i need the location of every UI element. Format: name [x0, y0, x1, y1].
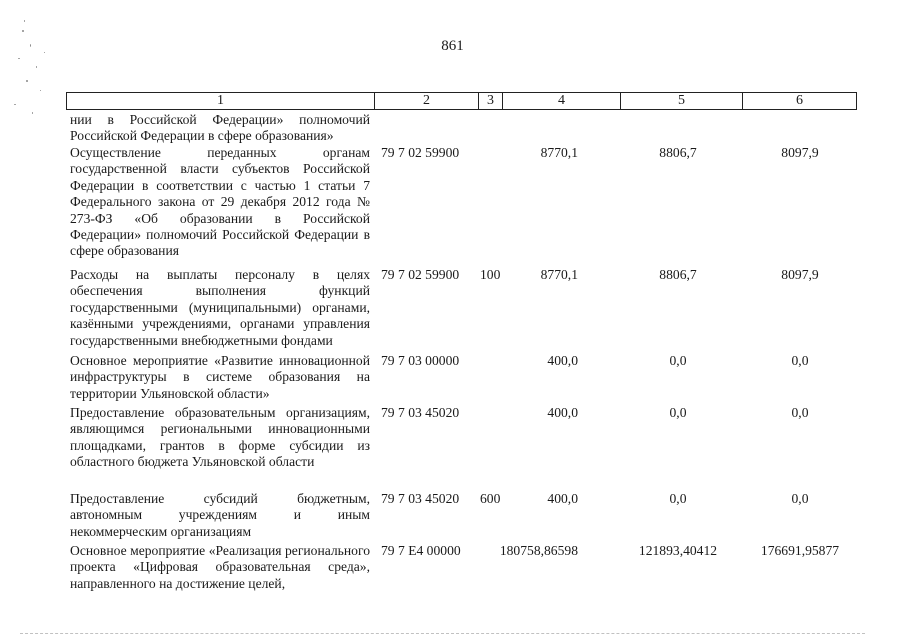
row-description: нии в Российской Федерации» полномочий Российской Федерации в сфере образования»: [70, 112, 370, 144]
row-description: Предоставление образовательным организациям, являющимся региональными инновационными площадками, грантов в форме субсидии из областного бюджета Ульяновской области: [70, 405, 370, 470]
row-value-col4: 8770,1: [540, 267, 578, 282]
row-value-col4: 400,0: [547, 405, 578, 420]
bottom-scan-edge: [20, 633, 865, 634]
row-value-col4: 400,0: [547, 491, 578, 506]
column-header-3: 3: [479, 93, 503, 110]
table-row: [70, 145, 860, 267]
page-number: 861: [441, 38, 464, 54]
column-header-4: 4: [503, 93, 621, 110]
row-code: 79 7 E4 00000: [381, 543, 461, 558]
row-description: Расходы на выплаты персоналу в целях обеспечения выполнения функций государственными (муниципальными) органами, казёнными учреждениями, органами управления государственными внебюджетными фондами: [70, 267, 370, 348]
row-value-col5: 0,0: [669, 491, 687, 506]
row-value-col5: 0,0: [669, 405, 687, 420]
row-code: 79 7 03 45020: [381, 405, 460, 420]
table-row: [70, 543, 860, 595]
row-value-col6: 8097,9: [781, 267, 819, 282]
row-description: Основное мероприятие «Реализация регионального проекта «Цифровая образовательная среда», направленного на достижение целей,: [70, 543, 370, 591]
row-value-col6: 0,0: [791, 405, 809, 420]
column-header-row: [67, 93, 857, 110]
row-description: Осуществление переданных органам государственной власти субъектов Российской Федерации в соответствии с частью 1 статьи 7 Федерального закона от 29 декабря 2012 года № 273-ФЗ «Об образовании в Российской Федерации» полномочий Российской Федерации в сфере образования: [70, 145, 370, 259]
row-value-col5: 121893,40412: [638, 543, 718, 558]
table-row: [70, 112, 860, 145]
column-header-2: 2: [375, 93, 479, 110]
column-header-1: 1: [67, 93, 375, 110]
row-value-col6: 0,0: [791, 491, 809, 506]
column-header-5: 5: [621, 93, 743, 110]
row-value-col4: 8770,1: [540, 145, 578, 160]
table-row: [70, 491, 860, 543]
table-row: [70, 267, 860, 353]
row-value-col4: 180758,86598: [499, 543, 578, 558]
row-value-col5: 0,0: [669, 353, 687, 368]
row-code: 79 7 03 00000: [381, 353, 460, 368]
table-row: [70, 353, 860, 405]
row-description: Предоставление субсидий бюджетным, автономным учреждениям и иным некоммерческим организациям: [70, 491, 370, 539]
column-header-table: [66, 92, 857, 110]
table-row: [70, 405, 860, 491]
row-expense-type: 600: [480, 491, 501, 506]
row-code: 79 7 02 59900: [381, 267, 460, 282]
row-description: Основное мероприятие «Развитие инновационной инфраструктуры в системе образования на территории Ульяновской области»: [70, 353, 370, 401]
row-value-col4: 400,0: [547, 353, 578, 368]
row-value-col6: 0,0: [791, 353, 809, 368]
row-code: 79 7 03 45020: [381, 491, 460, 506]
table-body: [70, 112, 860, 595]
row-code: 79 7 02 59900: [381, 145, 460, 160]
row-value-col6: 8097,9: [781, 145, 819, 160]
column-header-6: 6: [743, 93, 857, 110]
row-value-col5: 8806,7: [659, 267, 697, 282]
row-value-col5: 8806,7: [659, 145, 697, 160]
row-expense-type: 100: [480, 267, 501, 282]
row-value-col6: 176691,95877: [760, 543, 840, 558]
